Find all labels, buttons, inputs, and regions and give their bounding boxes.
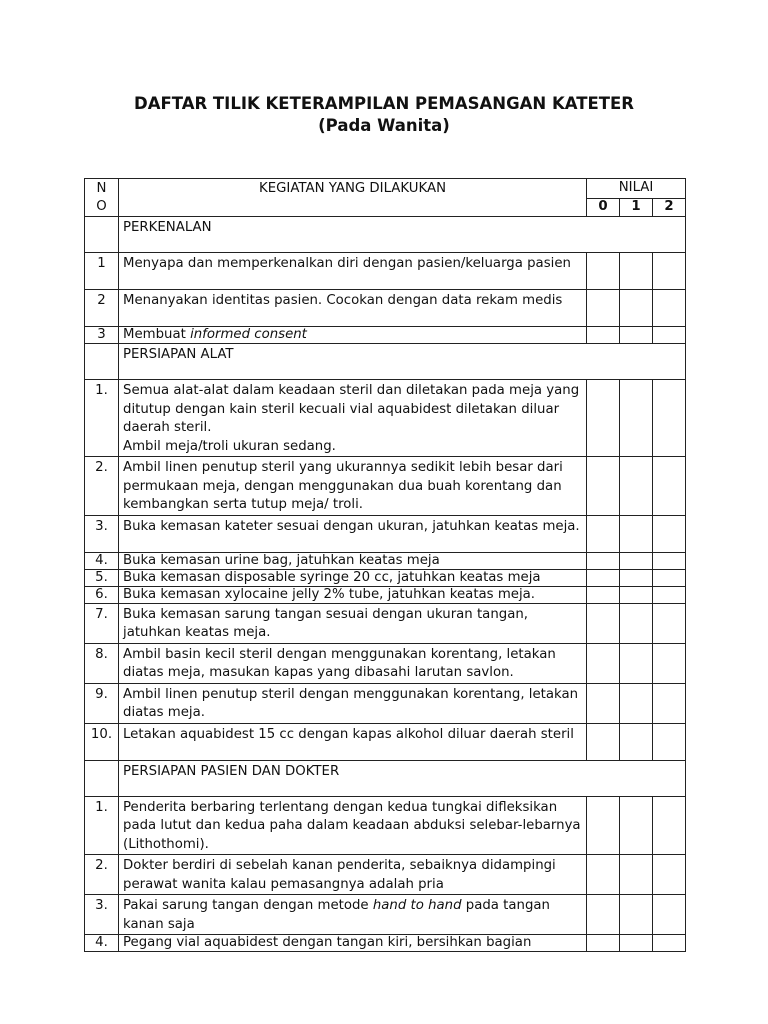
score-header-1: 1	[620, 198, 653, 216]
section-title-perkenalan: PERKENALAN	[119, 217, 686, 253]
score-cell[interactable]	[620, 515, 653, 552]
score-cell[interactable]	[587, 380, 620, 457]
row-number: 3	[85, 327, 119, 344]
row-activity-text-tail: pada tangan kanan saja	[123, 898, 550, 932]
row-activity: Ambil linen penutup steril dengan menggunakan korentang, letakan diatas meja.	[119, 683, 587, 723]
table-row	[85, 290, 686, 327]
section-row	[85, 344, 686, 380]
table-row	[85, 643, 686, 683]
score-cell[interactable]	[587, 935, 620, 952]
table-row	[85, 935, 686, 952]
score-cell[interactable]	[653, 895, 686, 935]
row-number: 1.	[85, 796, 119, 855]
column-header-nilai: NILAI	[587, 179, 686, 199]
table-row	[85, 253, 686, 290]
score-cell[interactable]	[587, 723, 620, 760]
score-cell[interactable]	[620, 327, 653, 344]
table-row	[85, 855, 686, 895]
row-activity: Penderita berbaring terlentang dengan kedua tungkai difleksikan pada lutut dan kedua paha dalam keadaan abduksi selebar-lebarnya (Lithothomi).	[119, 796, 587, 855]
row-activity: Letakan aquabidest 15 cc dengan kapas alkohol diluar daerah steril	[119, 723, 587, 760]
score-cell[interactable]	[653, 515, 686, 552]
score-cell[interactable]	[653, 603, 686, 643]
score-cell[interactable]	[620, 253, 653, 290]
row-number: 10.	[85, 723, 119, 760]
row-number: 2	[85, 290, 119, 327]
row-activity: Ambil linen penutup steril yang ukurannya sedikit lebih besar dari permukaan meja, dengan menggunakan dua buah korentang dan kembangkan serta tutup meja/ troli.	[119, 457, 587, 516]
section-row	[85, 217, 686, 253]
column-header-activity: KEGIATAN YANG DILAKUKAN	[119, 179, 587, 217]
score-cell[interactable]	[587, 253, 620, 290]
row-number: 4.	[85, 935, 119, 952]
score-cell[interactable]	[587, 569, 620, 586]
score-cell[interactable]	[653, 290, 686, 327]
score-header-2: 2	[653, 198, 686, 216]
score-cell[interactable]	[587, 683, 620, 723]
row-activity	[119, 895, 587, 935]
section-title-persiapan-pasien: PERSIAPAN PASIEN DAN DOKTER	[119, 760, 686, 796]
row-number: 1	[85, 253, 119, 290]
row-activity	[119, 380, 587, 457]
score-cell[interactable]	[653, 723, 686, 760]
row-activity: Buka kemasan sarung tangan sesuai dengan ukuran tangan, jatuhkan keatas meja.	[119, 603, 587, 643]
row-activity-emphasis: hand to hand	[372, 898, 462, 913]
table-row	[85, 515, 686, 552]
table-row	[85, 327, 686, 344]
row-number: 5.	[85, 569, 119, 586]
score-cell[interactable]	[587, 603, 620, 643]
column-header-no-line2: O	[96, 199, 107, 214]
score-cell[interactable]	[620, 603, 653, 643]
score-cell[interactable]	[653, 643, 686, 683]
score-cell[interactable]	[587, 552, 620, 569]
document-subtitle: (Pada Wanita)	[318, 116, 450, 135]
score-cell[interactable]	[653, 796, 686, 855]
score-cell[interactable]	[587, 327, 620, 344]
table-row	[85, 569, 686, 586]
score-cell[interactable]	[587, 290, 620, 327]
row-activity: Buka kemasan urine bag, jatuhkan keatas meja	[119, 552, 587, 569]
score-cell[interactable]	[653, 552, 686, 569]
table-row	[85, 586, 686, 603]
section-row	[85, 760, 686, 796]
table-row	[85, 683, 686, 723]
score-cell[interactable]	[653, 935, 686, 952]
row-activity: Buka kemasan kateter sesuai dengan ukuran, jatuhkan keatas meja.	[119, 515, 587, 552]
row-activity: Ambil basin kecil steril dengan menggunakan korentang, letakan diatas meja, masukan kapas yang dibasahi larutan savlon.	[119, 643, 587, 683]
score-cell[interactable]	[620, 683, 653, 723]
score-header-0: 0	[587, 198, 620, 216]
row-activity-text: Pakai sarung tangan dengan metode	[123, 898, 373, 913]
score-cell[interactable]	[653, 569, 686, 586]
score-cell[interactable]	[587, 457, 620, 516]
score-cell[interactable]	[587, 855, 620, 895]
score-cell[interactable]	[620, 935, 653, 952]
score-cell[interactable]	[620, 643, 653, 683]
score-cell[interactable]	[653, 253, 686, 290]
score-cell[interactable]	[587, 895, 620, 935]
table-row	[85, 552, 686, 569]
score-cell[interactable]	[620, 569, 653, 586]
column-header-no-line1: N	[96, 181, 107, 196]
row-number: 7.	[85, 603, 119, 643]
score-cell[interactable]	[620, 586, 653, 603]
row-number: 3.	[85, 515, 119, 552]
score-cell[interactable]	[653, 457, 686, 516]
header-row	[85, 179, 686, 199]
score-cell[interactable]	[653, 855, 686, 895]
row-activity: Menanyakan identitas pasien. Cocokan dengan data rekam medis	[119, 290, 587, 327]
row-number: 2.	[85, 855, 119, 895]
row-activity: Menyapa dan memperkenalkan diri dengan pasien/keluarga pasien	[119, 253, 587, 290]
checklist-table	[84, 178, 686, 952]
document-title: DAFTAR TILIK KETERAMPILAN PEMASANGAN KATETER	[134, 94, 634, 113]
score-cell[interactable]	[587, 643, 620, 683]
score-cell[interactable]	[587, 515, 620, 552]
score-cell[interactable]	[653, 683, 686, 723]
column-header-no	[85, 179, 119, 217]
row-number: 4.	[85, 552, 119, 569]
row-activity-text: Membuat	[123, 327, 191, 342]
row-activity: Pegang vial aquabidest dengan tangan kiri, bersihkan bagian	[119, 935, 587, 952]
table-row	[85, 723, 686, 760]
score-cell[interactable]	[620, 895, 653, 935]
score-cell[interactable]	[653, 586, 686, 603]
section-title-persiapan-alat: PERSIAPAN ALAT	[119, 344, 686, 380]
row-number: 3.	[85, 895, 119, 935]
score-cell[interactable]	[620, 290, 653, 327]
table-row	[85, 603, 686, 643]
row-number: 2.	[85, 457, 119, 516]
score-cell[interactable]	[620, 796, 653, 855]
score-cell[interactable]	[620, 855, 653, 895]
row-number: 6.	[85, 586, 119, 603]
row-number: 1.	[85, 380, 119, 457]
score-cell[interactable]	[620, 457, 653, 516]
table-row	[85, 457, 686, 516]
row-activity	[119, 327, 587, 344]
score-cell[interactable]	[620, 723, 653, 760]
score-cell[interactable]	[620, 380, 653, 457]
score-cell[interactable]	[653, 327, 686, 344]
table-row	[85, 796, 686, 855]
score-cell[interactable]	[587, 586, 620, 603]
row-activity-text-2: Ambil meja/troli ukuran sedang.	[123, 438, 336, 454]
row-activity: Buka kemasan disposable syringe 20 cc, jatuhkan keatas meja	[119, 569, 587, 586]
row-activity-emphasis: informed consent	[190, 327, 307, 342]
score-cell[interactable]	[620, 552, 653, 569]
score-cell[interactable]	[653, 380, 686, 457]
table-row	[85, 380, 686, 457]
row-activity: Dokter berdiri di sebelah kanan penderita, sebaiknya didampingi perawat wanita kalau pemasangnya adalah pria	[119, 855, 587, 895]
row-number: 9.	[85, 683, 119, 723]
row-activity: Buka kemasan xylocaine jelly 2% tube, jatuhkan keatas meja.	[119, 586, 587, 603]
score-cell[interactable]	[587, 796, 620, 855]
table-row	[85, 895, 686, 935]
row-number: 8.	[85, 643, 119, 683]
row-activity-text: Semua alat-alat dalam keadaan steril dan diletakan pada meja yang ditutup dengan kain steril kecuali vial aquabidest diletakan diluar daerah steril.	[123, 383, 580, 435]
